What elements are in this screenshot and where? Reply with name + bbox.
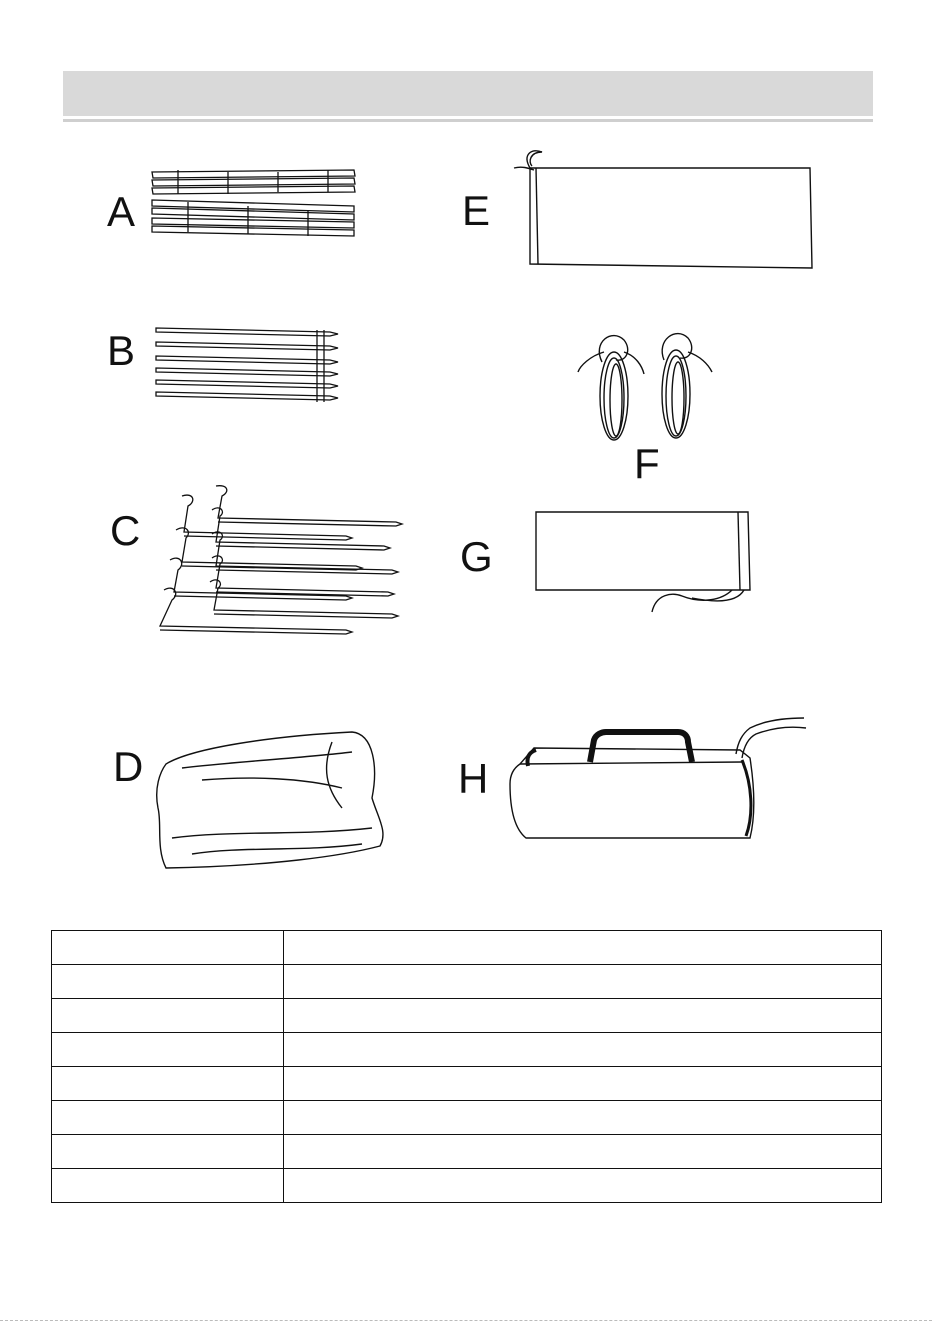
table-cell-letter [52,1135,284,1169]
part-letter-a: A [107,188,136,235]
table-cell-letter [52,1067,284,1101]
short-poles-icon [152,322,344,408]
tent-pegs-icon [156,482,408,642]
part-letter-c: C [110,507,141,554]
parts-table [51,930,882,1203]
table-row [52,965,882,999]
page-bottom-rule [0,1320,932,1322]
table-cell-description [284,999,882,1033]
carry-bag-icon [506,714,810,842]
table-cell-letter [52,1101,284,1135]
table-cell-description [284,931,882,965]
table-cell-description [284,965,882,999]
table-row [52,931,882,965]
table-cell-letter [52,965,284,999]
table-row [52,1101,882,1135]
table-row [52,1067,882,1101]
guy-ropes-icon [572,322,722,448]
table-cell-description [284,1033,882,1067]
table-cell-letter [52,999,284,1033]
part-letter-g: G [460,533,493,580]
part-letter-f: F [634,440,660,487]
part-letter-h: H [458,755,489,802]
part-letter-b: B [107,327,136,374]
table-row [52,1169,882,1203]
part-letter-e: E [462,187,491,234]
tent-fabric-icon [152,728,390,872]
peg-bag-icon [532,508,754,618]
table-cell-description [284,1067,882,1101]
table-cell-description [284,1135,882,1169]
table-cell-letter [52,1169,284,1203]
table-cell-description [284,1101,882,1135]
header-bar [63,71,873,116]
header-divider [63,119,873,122]
flag-sheet-icon [508,148,816,272]
table-row [52,1135,882,1169]
part-letter-d: D [113,743,144,790]
folded-poles-icon [148,166,362,244]
table-cell-description [284,1169,882,1203]
table-row [52,1033,882,1067]
table-cell-letter [52,1033,284,1067]
table-cell-letter [52,931,284,965]
table-row [52,999,882,1033]
